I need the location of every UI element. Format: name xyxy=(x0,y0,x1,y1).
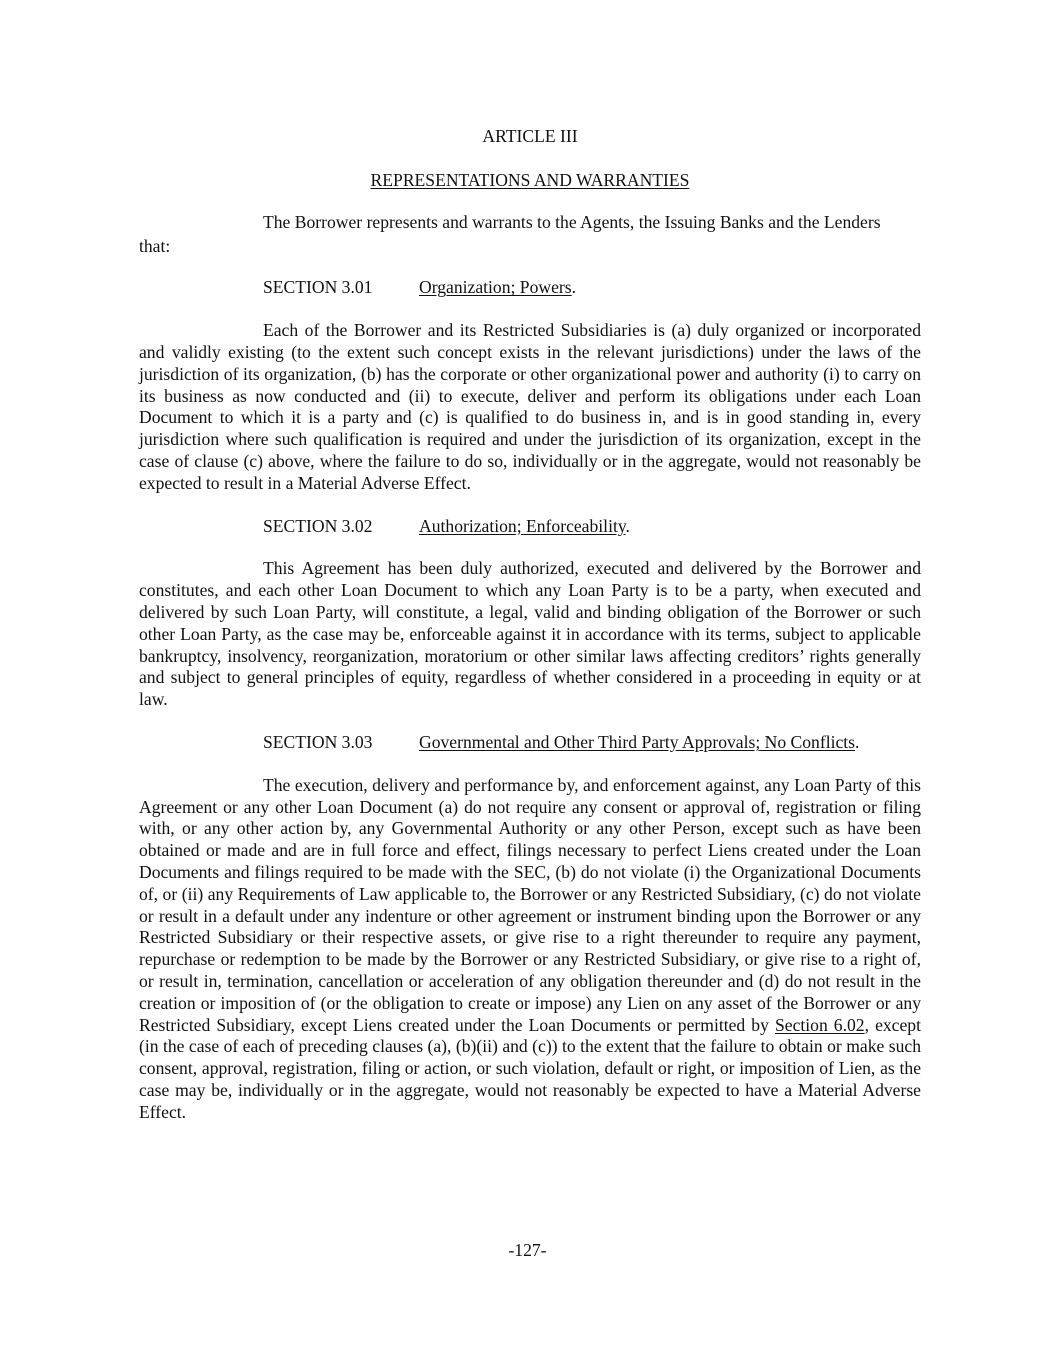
document-page xyxy=(139,126,921,1123)
section-body-3-02: This Agreement has been duly authorized, executed and delivered by the Borrower and constitutes, and each other Loan Document to which any Loan Party is to be a party, when executed and delivered by such Loan Party, will constitute, a legal, valid and binding obligation of the Borrower or such other Loan Party, as the case may be, enforceable against it in accordance with its terms, subject to applicable bankruptcy, insolvency, reorganization, moratorium or other similar laws affecting creditors’ rights generally and subject to general principles of equity, regardless of whether considered in a proceeding in equity or at law. xyxy=(139,558,921,710)
section-heading-3-03 xyxy=(139,732,921,754)
article-title: REPRESENTATIONS AND WARRANTIES xyxy=(370,170,690,190)
section-body-text: The execution, delivery and performance by, and enforcement against, any Loan Party of this Agreement or any other Loan Document (a) do not require any consent or approval of, registration or filing with, or any other action by, any Governmental Authority or any other Person, except such as have been obtained or made and are in full force and effect, filings necessary to perfect Liens created under the Loan Documents and filings required to be made with the SEC, (b) do not violate (i) the Organizational Documents of, or (ii) any Requirements of Law applicable to, the Borrower or any Restricted Subsidiary, (c) do not violate or result in a default under any indenture or other agreement or instrument binding upon the Borrower or any Restricted Subsidiary or their respective assets, or give rise to a right thereunder to require any payment, repurchase or redemption to be made by the Borrower or any Restricted Subsidiary, or give rise to a right of, or result in, termination, cancellation or acceleration of any obligation thereunder and (d) do not result in the creation or imposition of (or the obligation to create or impose) any Lien on any asset of the Borrower or any Restricted Subsidiary, except Liens created under the Loan Documents or permitted by xyxy=(139,774,921,1035)
section-title: Organization; Powers xyxy=(419,277,572,298)
section-number: SECTION 3.02 xyxy=(263,515,373,536)
article-number: ARTICLE III xyxy=(482,126,578,146)
section-body-3-01: Each of the Borrower and its Restricted Subsidiaries is (a) duly organized or incorporated and validly existing (to the extent such concept exists in the relevant jurisdictions) under the laws of the jurisdiction of its organization, (b) has the corporate or other organizational power and authority (i) to carry on its business as now conducted and (ii) to execute, deliver and perform its obligations under each Loan Document to which it is a party and (c) is qualified to do business in, and is in good standing in, every jurisdiction where such qualification is required and under the jurisdiction of its organization, except in the case of clause (c) above, where the failure to do so, individually or in the aggregate, would not reasonably be expected to result in a Material Adverse Effect. xyxy=(139,320,921,493)
section-title-terminal: . xyxy=(855,731,860,752)
section-title-terminal: . xyxy=(625,515,630,536)
intro-line-2: that: xyxy=(139,235,171,256)
section-heading-3-01 xyxy=(139,277,921,299)
page-number: -127- xyxy=(508,1240,547,1260)
section-title-terminal: . xyxy=(571,277,577,298)
section-body-text: , except (in the case of each of preceding clauses (a), (b)(ii) and (c)) to the extent that the failure to obtain or make such consent, approval, registration, filing or action, or such violation, default or right, or imposition of Lien, as the case may be, individually or in the aggregate, would not reasonably be expected to have a Material Adverse Effect. xyxy=(139,1014,921,1122)
section-number: SECTION 3.01 xyxy=(263,277,373,298)
section-number: SECTION 3.03 xyxy=(263,731,373,752)
article-heading-wrap xyxy=(139,170,921,192)
section-body-3-03 xyxy=(139,775,921,1124)
section-title: Authorization; Enforceability xyxy=(419,515,626,536)
section-heading-3-02 xyxy=(139,516,921,538)
cross-reference-link: Section 6.02 xyxy=(774,1014,865,1035)
intro-line-1: The Borrower represents and warrants to the Agents, the Issuing Banks and the Lenders xyxy=(263,211,881,232)
section-title: Governmental and Other Third Party Approvals; No Conflicts xyxy=(419,731,856,752)
intro-paragraph xyxy=(139,212,921,258)
